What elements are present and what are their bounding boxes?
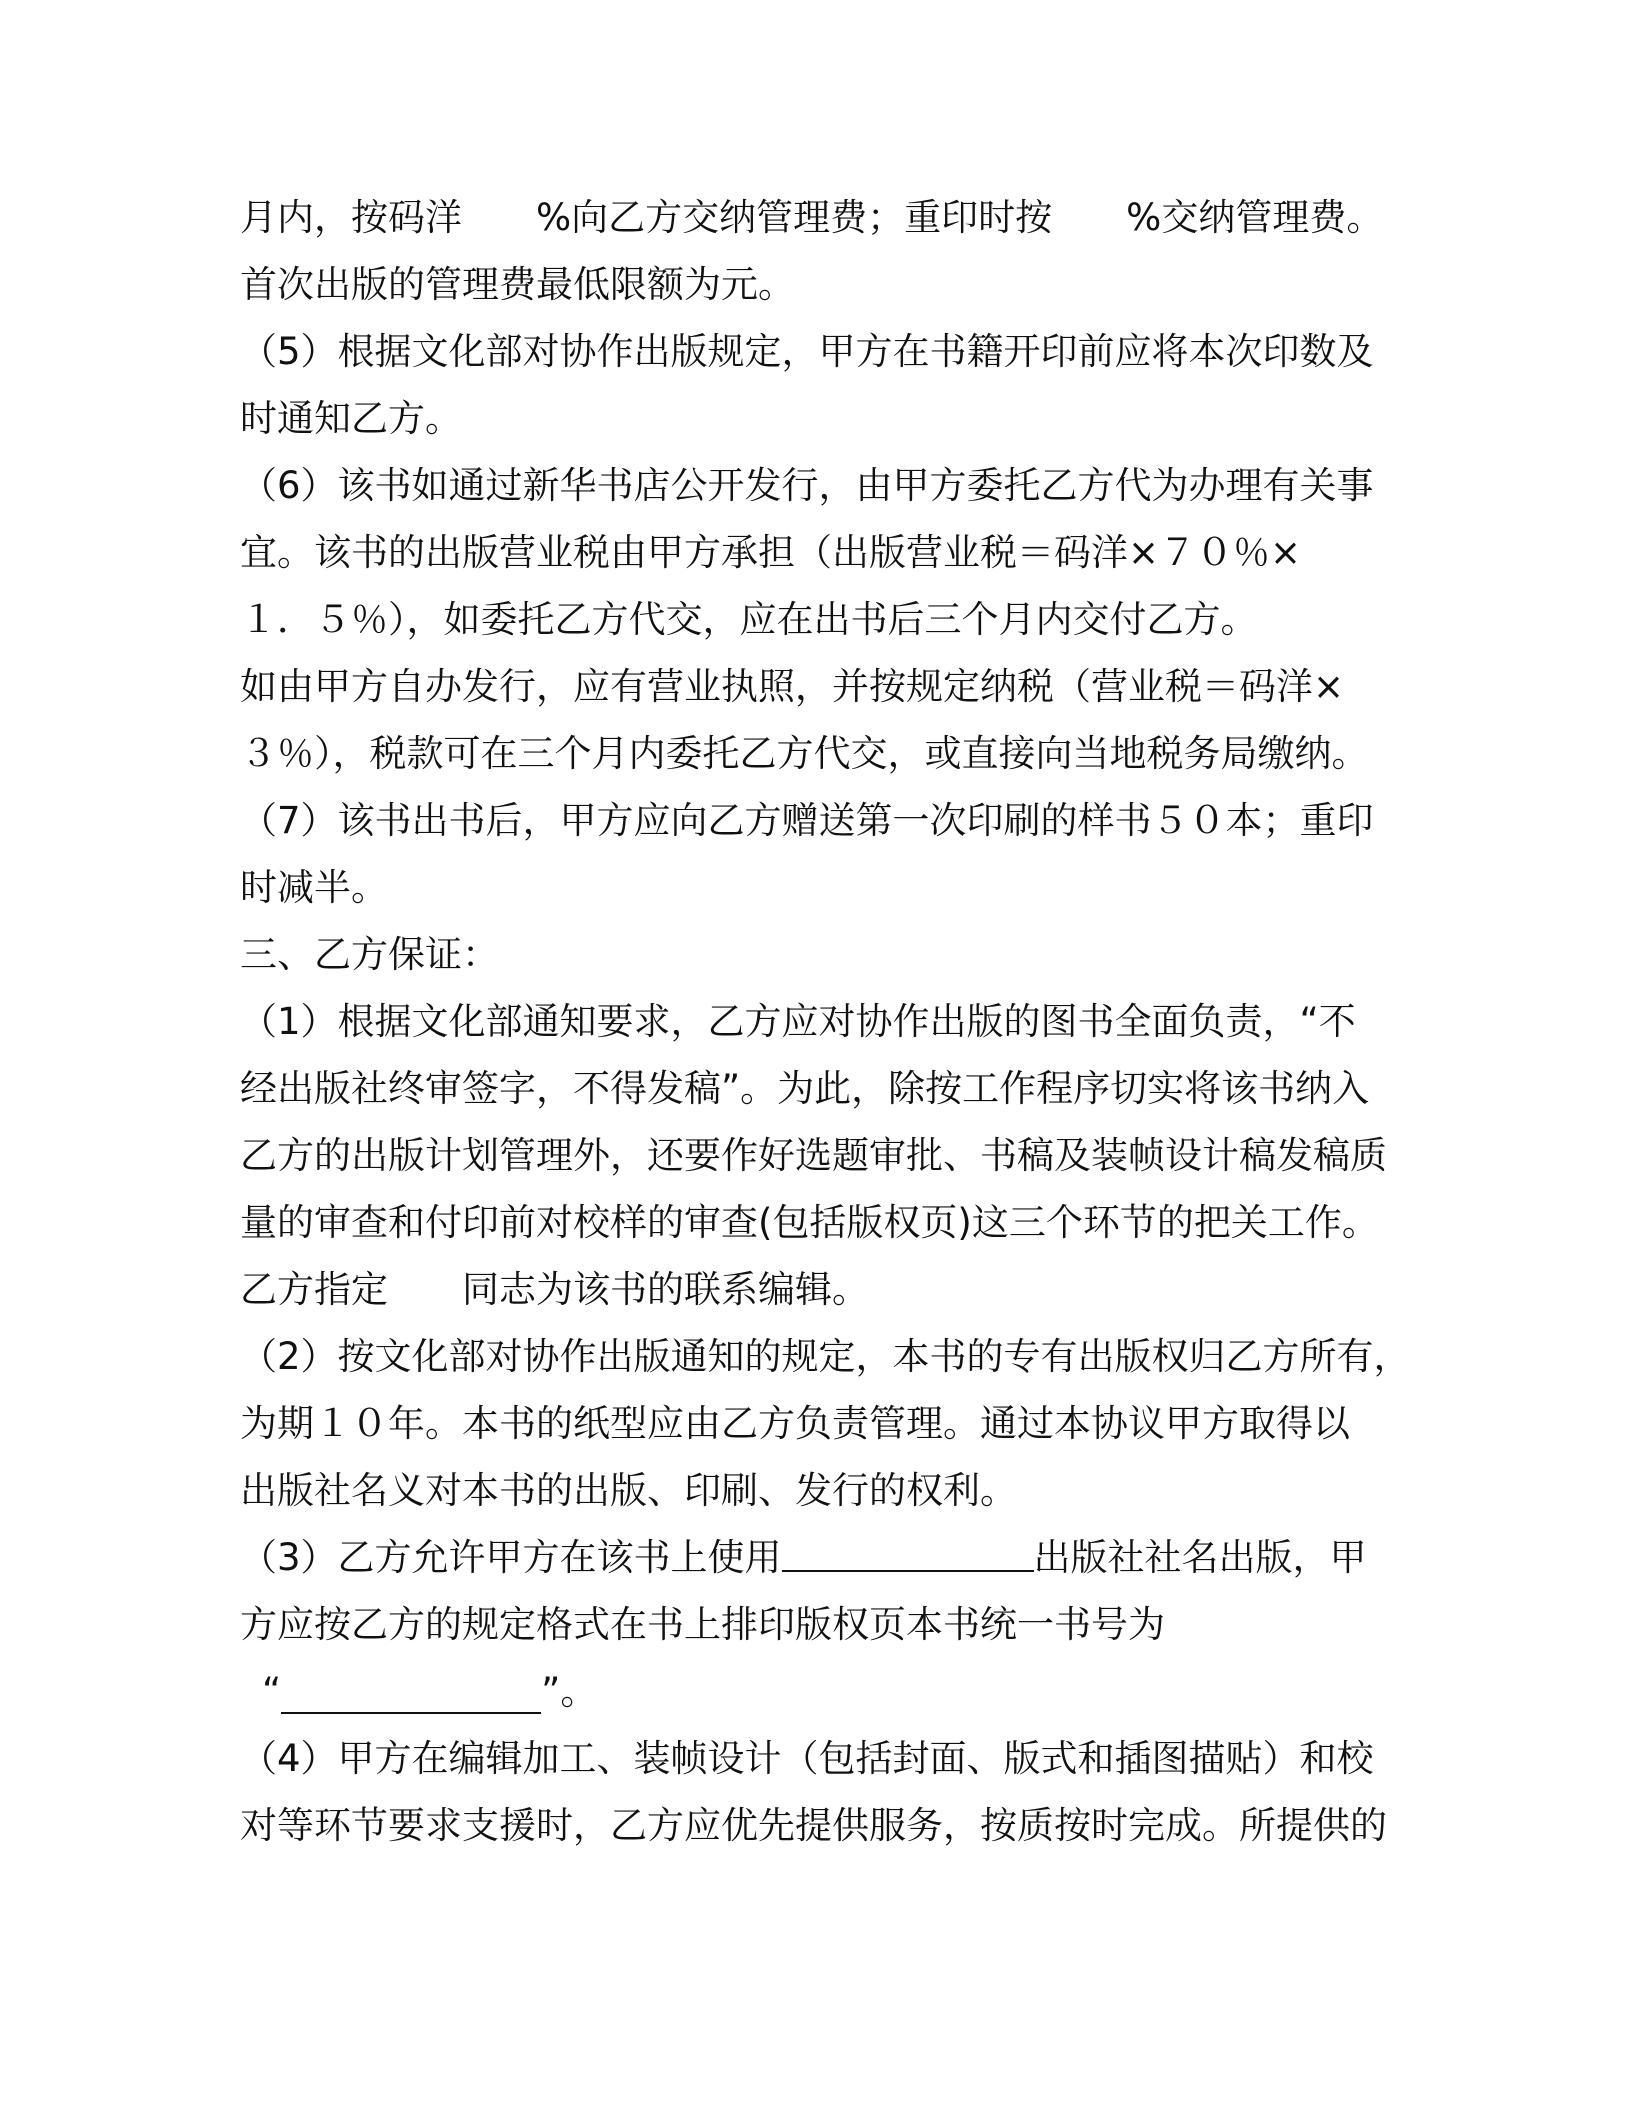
text-fragment: 乙方指定: [240, 1268, 388, 1311]
text-line-15: 乙方的出版计划管理外，还要作好选题审批、书稿及装帧设计稿发稿质: [240, 1134, 1387, 1177]
text-line-5: （6）该书如通过新华书店公开发行，由甲方委托乙方代为办理有关事: [240, 464, 1374, 507]
text-fragment: 月内，按码洋: [240, 196, 462, 239]
publisher-name-blank: [782, 1540, 1034, 1572]
text-line-17: [240, 1256, 869, 1323]
text-line-1: [240, 184, 1383, 251]
text-fragment: 同志为该书的联系编辑。: [462, 1268, 869, 1311]
text-fragment: 出版社社名出版，甲: [1033, 1536, 1367, 1579]
text-line-19: 为期１０年。本书的纸型应由乙方负责管理。通过本协议甲方取得以: [240, 1402, 1350, 1445]
text-line-10: （7）该书出书后，甲方应向乙方赠送第一次印刷的样书５０本；重印: [240, 799, 1374, 842]
close-quote: ”。: [541, 1670, 598, 1713]
text-line-24: （4）甲方在编辑加工、装帧设计（包括封面、版式和插图描贴）和校: [240, 1737, 1374, 1780]
open-quote: “: [262, 1670, 282, 1713]
text-line-21: [240, 1524, 1367, 1591]
text-line-8: 如由甲方自办发行，应有营业执照，并按规定纳税（营业税＝码洋×: [240, 665, 1345, 708]
text-fragment: （3）乙方允许甲方在该书上使用: [240, 1536, 782, 1579]
text-line-22: 方应按乙方的规定格式在书上排印版权页本书统一书号为: [240, 1603, 1165, 1646]
text-line-6: 宜。该书的出版营业税由甲方承担（出版营业税＝码洋×７０％×: [240, 531, 1302, 574]
text-fragment: %向乙方交纳管理费；重印时按: [536, 196, 1053, 239]
text-line-25: 对等环节要求支援时，乙方应优先提供服务，按质按时完成。所提供的: [240, 1804, 1387, 1847]
text-line-20: 出版社名义对本书的出版、印刷、发行的权利。: [240, 1469, 1017, 1512]
section-heading: 三、乙方保证：: [240, 933, 499, 976]
text-line-18: （2）按文化部对协作出版通知的规定，本书的专有出版权归乙方所有，: [240, 1335, 1411, 1378]
text-line-3: （5）根据文化部对协作出版规定，甲方在书籍开印前应将本次印数及: [240, 330, 1374, 373]
text-line-9: ３％），税款可在三个月内委托乙方代交，或直接向当地税务局缴纳。: [240, 732, 1369, 775]
text-line-13: （1）根据文化部通知要求，乙方应对协作出版的图书全面负责，“不: [240, 1000, 1356, 1043]
book-number-blank: [281, 1682, 541, 1714]
text-line-7: １．５％），如委托乙方代交，应在出书后三个月内交付乙方。: [240, 598, 1258, 641]
text-fragment: %交纳管理费。: [1126, 196, 1384, 239]
text-line-16: 量的审查和付印前对校样的审查(包括版权页)这三个环节的把关工作。: [240, 1201, 1379, 1244]
text-line-2: 首次出版的管理费最低限额为元。: [240, 263, 795, 306]
text-line-23: [262, 1658, 597, 1725]
text-line-11: 时减半。: [240, 866, 388, 909]
text-line-14: 经出版社终审签字，不得发稿”。为此，除按工作程序切实将该书纳入: [240, 1067, 1370, 1110]
text-line-4: 时通知乙方。: [240, 397, 462, 440]
